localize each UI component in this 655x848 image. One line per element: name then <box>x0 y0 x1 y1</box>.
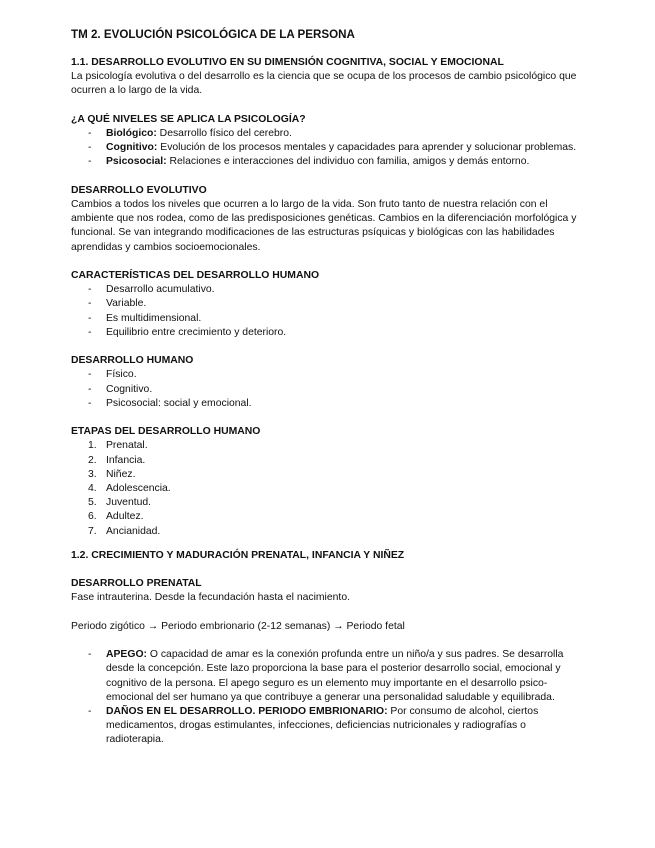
document-title: TM 2. EVOLUCIÓN PSICOLÓGICA DE LA PERSONA <box>71 28 355 41</box>
etapas-list <box>71 439 581 538</box>
list-item: 4. Adolescencia. <box>88 483 171 495</box>
niveles-heading: ¿A QUÉ NIVELES SE APLICA LA PSICOLOGÍA? <box>71 113 306 125</box>
section-1-1-text: La psicología evolutiva o del desarrollo es la ciencia que se ocupa de los procesos de cambio psicológico que ocurren a lo largo de la vida. <box>71 71 577 97</box>
document-content <box>71 28 581 748</box>
humano-list <box>71 368 581 411</box>
caracteristicas-list <box>71 283 581 340</box>
evolutivo-text: Cambios a todos los niveles que ocurren a lo largo de la vida. Son fruto tanto de nuestra relación con el ambiente que nos rodea, como de las predisposiciones genéticas. Cambios en la diferenciación morfológica y funcional. Se van integrando modificaciones de las estructuras psíquicas y biológicas con las habilidades aprendidas y cambios socioemocionales. <box>71 199 577 253</box>
list-item: - Desarrollo acumulativo. <box>88 284 215 296</box>
prenatal-heading: DESARROLLO PRENATAL <box>71 578 202 590</box>
list-item: - Psicosocial: Relaciones e interacciones del individuo con familia, amigos y demás entorno. <box>88 156 530 168</box>
list-item: - Físico. <box>88 369 137 381</box>
list-item: 7. Ancianidad. <box>88 525 161 537</box>
list-item: - Cognitivo: Evolución de los procesos mentales y capacidades para aprender y solucionar problemas. <box>88 142 577 154</box>
list-item: 6. Adultez. <box>88 511 144 523</box>
list-item: - Variable. <box>88 298 147 310</box>
caracteristicas-heading: CARACTERÍSTICAS DEL DESARROLLO HUMANO <box>71 270 320 281</box>
section-1-1-heading: 1.1. DESARROLLO EVOLUTIVO EN SU DIMENSIÓN COGNITIVA, SOCIAL Y EMOCIONAL <box>71 57 504 68</box>
list-item: 3. Niñez. <box>88 468 136 480</box>
evolutivo-heading: DESARROLLO EVOLUTIVO <box>71 184 207 196</box>
list-item: 5. Juventud. <box>88 497 152 509</box>
section-1-2-heading: 1.2. CRECIMIENTO Y MADURACIÓN PRENATAL, INFANCIA Y NIÑEZ <box>71 549 405 561</box>
list-item: - Equilibrio entre crecimiento y deterioro. <box>88 326 287 338</box>
prenatal-text: Fase intrauterina. Desde la fecundación hasta el nacimiento. <box>71 592 350 604</box>
niveles-list <box>71 127 581 170</box>
list-item: - Cognitivo. <box>88 383 153 395</box>
etapas-heading: ETAPAS DEL DESARROLLO HUMANO <box>71 426 261 438</box>
list-item: - Psicosocial: social y emocional. <box>88 397 252 409</box>
prenatal-list <box>71 648 581 747</box>
list-item: - DAÑOS EN EL DESARROLLO. PERIODO EMBRIONARIO: Por consumo de alcohol, ciertos medicamentos, drogas estimulantes, infecciones, deficiencias nutricionales y radiografías o radioterapia. <box>88 706 539 746</box>
prenatal-periods: Periodo zigótico → Periodo embrionario (2-12 semanas) → Periodo fetal <box>71 620 405 632</box>
list-item: - Biológico: Desarrollo físico del cerebro. <box>88 128 292 139</box>
list-item: - APEGO: O capacidad de amar es la conexión profunda entre un niño/a y sus padres. Se desarrolla desde la concepción. Este lazo proporciona la base para el posterior desarrollo social, emocional y cognitivo de la persona. El apego seguro es un elemento muy importante en el desarrollo psico-emocional del ser humano ya que contribuye a generar una personalidad saludable y equilibrada. <box>88 649 564 703</box>
humano-heading: DESARROLLO HUMANO <box>71 355 194 367</box>
list-item: - Es multidimensional. <box>88 312 202 324</box>
list-item: 2. Infancia. <box>88 454 146 466</box>
list-item: 1. Prenatal. <box>88 440 148 452</box>
